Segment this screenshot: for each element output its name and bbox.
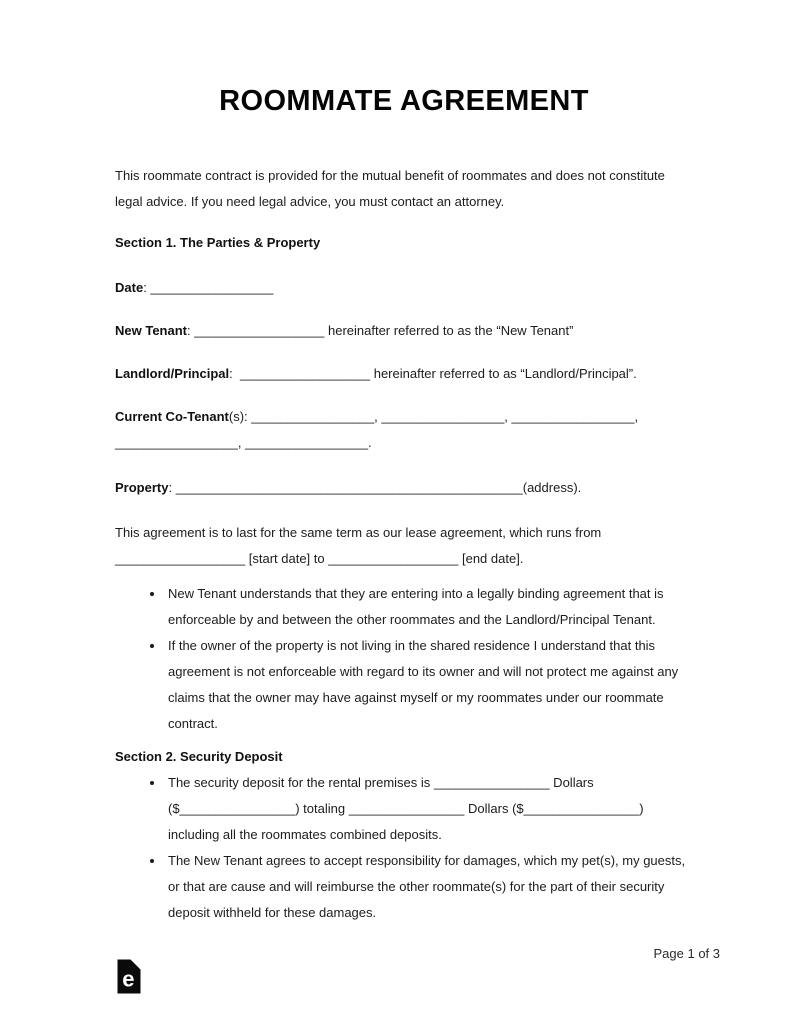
property-label: Property [115,480,169,495]
cotenants-blanks[interactable]: _________________, _________________, _________________, _________________, _________________. [115,409,639,450]
bullet-item: • If the owner of the property is not living in the shared residence I understand that this agreement is not enforceable with regard to its owner and will not protect me against any claims that the owner may have against myself or my roommates under our roommate contract. [165,633,693,737]
date-blank[interactable]: _________________ [150,280,274,295]
logo-letter: e [122,966,135,992]
property-separator: : [168,480,176,495]
section2-bullet-list [115,770,693,926]
date-label: Date [115,280,144,295]
new-tenant-separator: : [187,323,195,338]
new-tenant-text: hereinafter referred to as the “New Tenant” [324,323,574,338]
new-tenant-label: New Tenant [115,323,187,338]
landlord-text: hereinafter referred to as “Landlord/Principal”. [370,366,637,381]
property-field [115,475,693,501]
intro-paragraph: This roommate contract is provided for the mutual benefit of roommates and does not constitute legal advice. If you need legal advice, you must contact an attorney. [115,168,665,209]
page-title: ROOMMATE AGREEMENT [219,85,589,117]
cotenants-label: Current Co-Tenant [115,409,229,424]
date-separator: : [143,280,151,295]
cotenants-suffix: (s): [228,409,252,424]
landlord-separator: : [229,366,240,381]
eforms-logo[interactable] [117,959,141,994]
date-field [115,275,693,301]
landlord-label: Landlord/Principal [115,366,230,381]
landlord-field [115,361,693,387]
landlord-blank[interactable]: __________________ [239,366,371,381]
new-tenant-blank[interactable]: __________________ [194,323,325,338]
bullet-item: • The New Tenant agrees to accept responsibility for damages, which my pet(s), my guests, or that are cause and will reimburse the other roommate(s) for the part of their security deposit withheld for these damages. [165,848,693,926]
document-icon [117,959,141,994]
property-text: (address). [522,480,582,495]
page-number: Page 1 of 3 [653,946,720,961]
section1-bullet-list [115,581,693,737]
property-blank[interactable]: ________________________________________________ [175,480,523,495]
cotenants-field [115,404,693,456]
section2-heading: Section 2. Security Deposit [115,749,283,764]
new-tenant-field [115,318,693,344]
term-paragraph: This agreement is to last for the same term as our lease agreement, which runs from __________________ [start date] to __________________ [end date]. [115,525,602,566]
section1-heading: Section 1. The Parties & Property [115,235,321,250]
bullet-item: • The security deposit for the rental premises is ________________ Dollars ($________________) totaling ________________ Dollars ($________________) including all the roommates combined deposits. [165,770,693,848]
bullet-item: • New Tenant understands that they are entering into a legally binding agreement that is enforceable by and between the other roommates and the Landlord/Principal Tenant. [165,581,693,633]
